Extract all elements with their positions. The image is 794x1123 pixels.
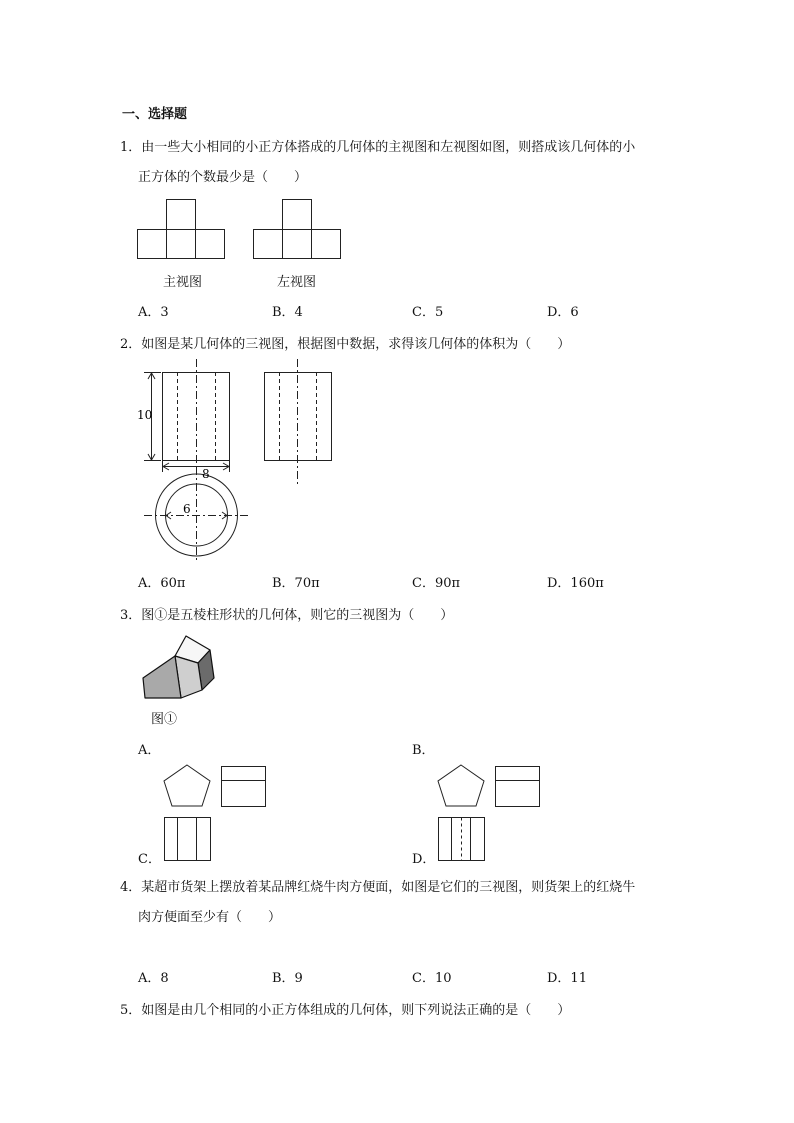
q2-option-b[interactable]: B．70π	[272, 576, 320, 591]
q1-front-view-figure	[136, 198, 228, 260]
q1-left-view-figure	[252, 198, 344, 260]
q4-text-line1: 4．某超市货架上摆放着某品牌红烧牛肉方便面，如图是它们的三视图，则货架上的红烧牛	[120, 880, 636, 895]
q3-option-b[interactable]: B．	[412, 743, 435, 758]
q3-option-a[interactable]: A．	[138, 743, 161, 758]
section-title: 一、选择题	[122, 107, 188, 122]
q4-text-line2: 肉方便面至少有（ ）	[138, 910, 282, 925]
q3-option-d[interactable]: D．	[412, 852, 436, 867]
q3-pentagonal-prism-figure	[138, 632, 220, 702]
q1-front-view-label: 主视图	[163, 275, 203, 290]
q3-option-b-figure	[436, 760, 542, 862]
q2-three-view-figure	[130, 355, 350, 565]
q2-text-line1: 2．如图是某几何体的三视图，根据图中数据，求得该几何体的体积为（ ）	[120, 337, 571, 352]
q1-text-line1: 1．由一些大小相同的小正方体搭成的几何体的主视图和左视图如图，则搭成该几何体的小	[120, 140, 636, 155]
q2-option-a[interactable]: A．60π	[138, 576, 186, 591]
q4-option-a[interactable]: A．8	[138, 971, 169, 986]
q2-option-d[interactable]: D．160π	[547, 576, 604, 591]
q1-text-line2: 正方体的个数最少是（ ）	[138, 170, 308, 185]
q4-option-d[interactable]: D．11	[547, 971, 587, 986]
q2-left-view-rect	[265, 373, 332, 461]
q3-text-line1: 3．图①是五棱柱形状的几何体，则它的三视图为（ ）	[120, 608, 454, 623]
q1-left-view-label: 左视图	[277, 275, 317, 290]
q2-option-c[interactable]: C．90π	[412, 576, 461, 591]
q4-option-c[interactable]: C．10	[412, 971, 452, 986]
q1-option-a[interactable]: A．3	[138, 305, 169, 320]
q4-option-b[interactable]: B．9	[272, 971, 303, 986]
q3-figure-label: 图①	[151, 712, 178, 727]
q2-width-label: 8	[202, 467, 210, 481]
q2-inner-diameter-label: 6	[183, 502, 191, 516]
q1-option-b[interactable]: B．4	[272, 305, 303, 320]
q1-option-d[interactable]: D．6	[547, 305, 579, 320]
q2-front-view-rect	[163, 373, 230, 461]
q5-text-line1: 5．如图是由几个相同的小正方体组成的几何体，则下列说法正确的是（ ）	[120, 1003, 571, 1018]
q3-option-c[interactable]: C．	[138, 852, 161, 867]
q3-option-a-figure	[162, 760, 268, 862]
q2-height-label: 10	[137, 408, 153, 422]
q1-option-c[interactable]: C．5	[412, 305, 444, 320]
